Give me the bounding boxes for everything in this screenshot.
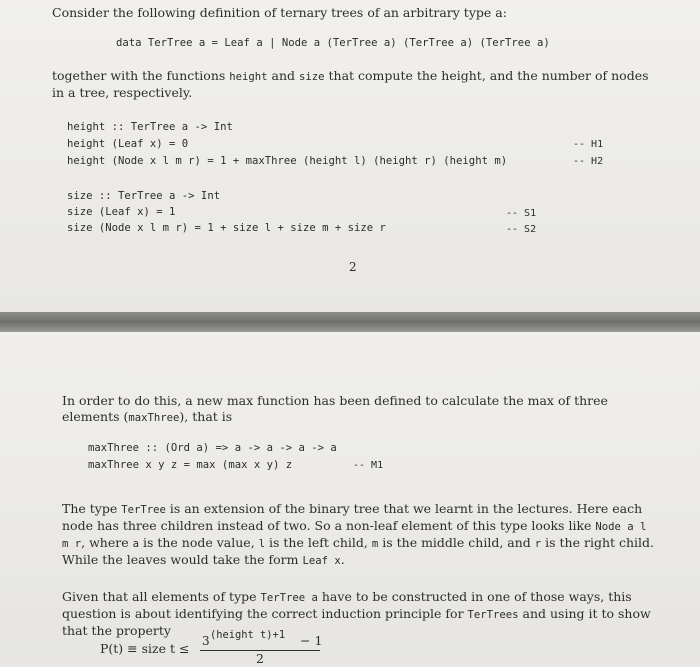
size-signature: size :: TerTree a -> Int <box>67 190 221 202</box>
height-node-equation: height (Node x l m r) = 1 + maxThree (height l) (height r) (height m) <box>67 155 508 167</box>
formula-lhs: P(t) ≡ size t ≤ <box>100 641 190 656</box>
size-leaf-equation: size (Leaf x) = 1 <box>67 206 176 218</box>
maxthree-definition: maxThree x y z = max (max x y) z <box>88 459 293 471</box>
page-divider <box>0 312 700 332</box>
height-signature: height :: TerTree a -> Int <box>67 121 233 133</box>
formula-numerator-minus: − 1 <box>300 633 323 648</box>
functions-description: together with the functions height and size that compute the height, and the number of nodes in a tree, respectively. <box>52 68 649 100</box>
maxthree-intro: In order to do this, a new max function has been defined to calculate the max of three elements (maxThree), that is <box>62 393 608 424</box>
formula-numerator-base: 3 <box>202 634 210 648</box>
height-leaf-equation: height (Leaf x) = 0 <box>67 138 189 150</box>
size-node-tag: -- S2 <box>506 224 537 235</box>
data-declaration: data TerTree a = Leaf a | Node a (TerTree a) (TerTree a) (TerTree a) <box>116 37 550 49</box>
size-node-equation: size (Node x l m r) = 1 + size l + size m + size r <box>67 222 386 234</box>
page-number: 2 <box>349 260 357 274</box>
height-node-tag: -- H2 <box>573 156 604 167</box>
intro-text: Consider the following definition of ternary trees of an arbitrary type a: <box>52 5 507 20</box>
document-page-2 <box>0 332 700 666</box>
tertree-description: The type TerTree is an extension of the binary tree that we learnt in the lectures. Here each node has three children instead of two. So a non-leaf element of this type looks like Node a l m r, where a is the node value, l is the left child, m is the middle child, and r is the right child. While the leaves would take the form Leaf x. <box>62 501 655 567</box>
height-leaf-tag: -- H1 <box>573 139 604 150</box>
maxthree-tag: -- M1 <box>353 460 384 471</box>
size-leaf-tag: -- S1 <box>506 208 537 219</box>
induction-description: Given that all elements of type TerTree a have to be constructed in one of those ways, this question is about identifying the correct induction principle for TerTrees and using it to show that the property <box>62 589 651 638</box>
document-page-1 <box>0 0 700 312</box>
formula-numerator-exponent: (height t)+1 <box>210 629 286 641</box>
formula-denominator: 2 <box>256 651 264 666</box>
maxthree-signature: maxThree :: (Ord a) => a -> a -> a -> a <box>88 442 337 454</box>
